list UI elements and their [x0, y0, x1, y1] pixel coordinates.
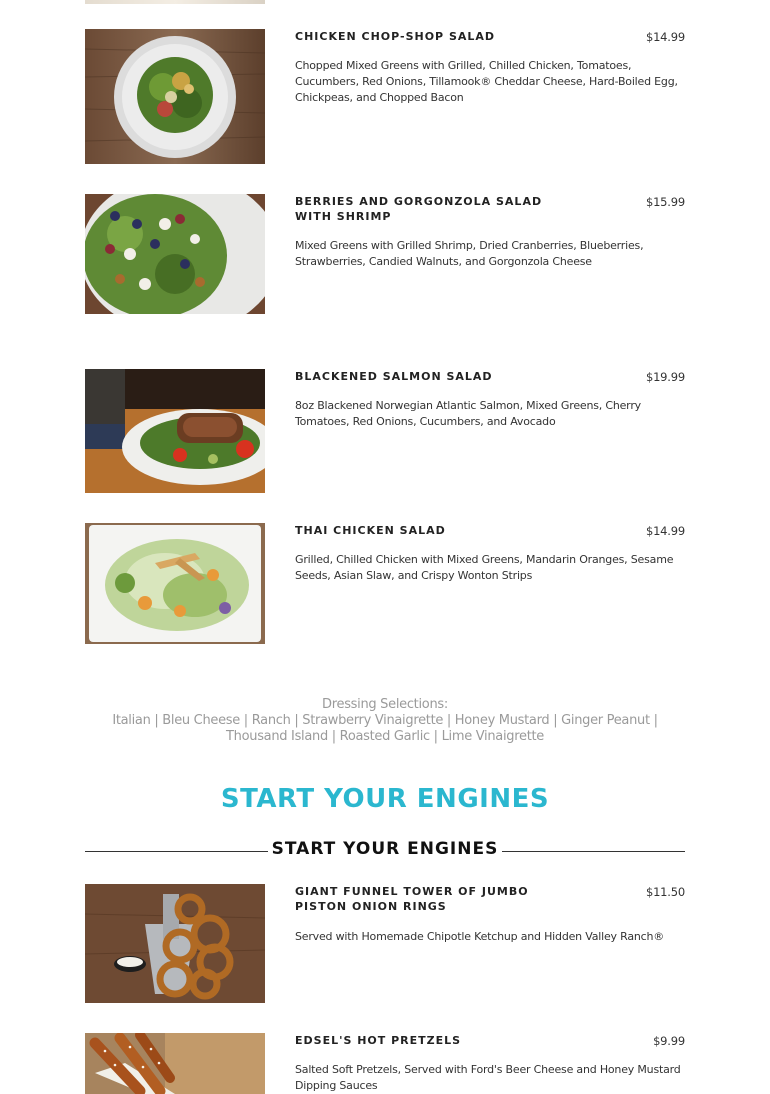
menu-item-berries-gorgonzola-salad: [85, 194, 685, 314]
item-price: $19.99: [645, 370, 685, 384]
chicken-chop-shop-salad-photo: [85, 29, 265, 164]
item-price: $14.99: [645, 30, 685, 44]
thai-chicken-salad-photo: [85, 523, 265, 644]
section-heading: START YOUR ENGINES: [220, 784, 550, 814]
item-price: $11.50: [645, 885, 685, 899]
dressing-options-line-2: Thousand Island | Roasted Garlic | Lime Vinaigrette: [226, 729, 544, 744]
item-name: GIANT FUNNEL TOWER OF JUMBO PISTON ONION RINGS: [295, 885, 529, 913]
section-divider-title: START YOUR ENGINES: [271, 839, 499, 859]
previous-item-image-edge: [85, 0, 265, 4]
item-description: 8oz Blackened Norwegian Atlantic Salmon, Mixed Greens, Cherry Tomatoes, Red Onions, Cucumbers, and Avocado: [295, 399, 641, 428]
menu-item-chicken-chop-shop-salad: [85, 29, 685, 164]
section-divider: [85, 839, 685, 863]
item-price: $15.99: [645, 195, 685, 209]
item-name: CHICKEN CHOP-SHOP SALAD: [295, 30, 496, 43]
item-description: Grilled, Chilled Chicken with Mixed Greens, Mandarin Oranges, Sesame Seeds, Asian Slaw, and Crispy Wonton Strips: [295, 553, 674, 582]
item-description: Mixed Greens with Grilled Shrimp, Dried Cranberries, Blueberries, Strawberries, Candied Walnuts, and Gorgonzola Cheese: [295, 239, 644, 268]
menu-item-blackened-salmon-salad: [85, 369, 685, 493]
item-price: $9.99: [653, 1034, 685, 1048]
menu-item-thai-chicken-salad: [85, 523, 685, 644]
blackened-salmon-salad-photo: [85, 369, 265, 493]
dressing-label: Dressing Selections:: [322, 697, 448, 712]
item-name: EDSEL'S HOT PRETZELS: [295, 1034, 462, 1047]
item-price: $14.99: [645, 524, 685, 538]
item-description: Salted Soft Pretzels, Served with Ford's Beer Cheese and Honey Mustard Dipping Sauces: [295, 1063, 681, 1092]
dressing-selections: [85, 697, 685, 745]
item-name: THAI CHICKEN SALAD: [295, 524, 446, 537]
menu-item-hot-pretzels: [85, 1033, 685, 1094]
item-description: Chopped Mixed Greens with Grilled, Chilled Chicken, Tomatoes, Cucumbers, Red Onions, Tillamook® Cheddar Cheese, Hard-Boiled Egg, Chickpeas, and Chopped Bacon: [295, 59, 678, 104]
dressing-options-line-1: Italian | Bleu Cheese | Ranch | Strawberry Vinaigrette | Honey Mustard | Ginger Peanut |: [112, 713, 658, 728]
hot-pretzels-photo: [85, 1033, 265, 1094]
item-name: BLACKENED SALMON SALAD: [295, 370, 493, 383]
item-description: Served with Homemade Chipotle Ketchup and Hidden Valley Ranch®: [295, 930, 665, 943]
menu-item-onion-rings: [85, 884, 685, 1003]
onion-rings-photo: [85, 884, 265, 1003]
berries-gorgonzola-salad-photo: [85, 194, 265, 314]
item-name: BERRIES AND GORGONZOLA SALAD WITH SHRIMP: [295, 195, 543, 223]
